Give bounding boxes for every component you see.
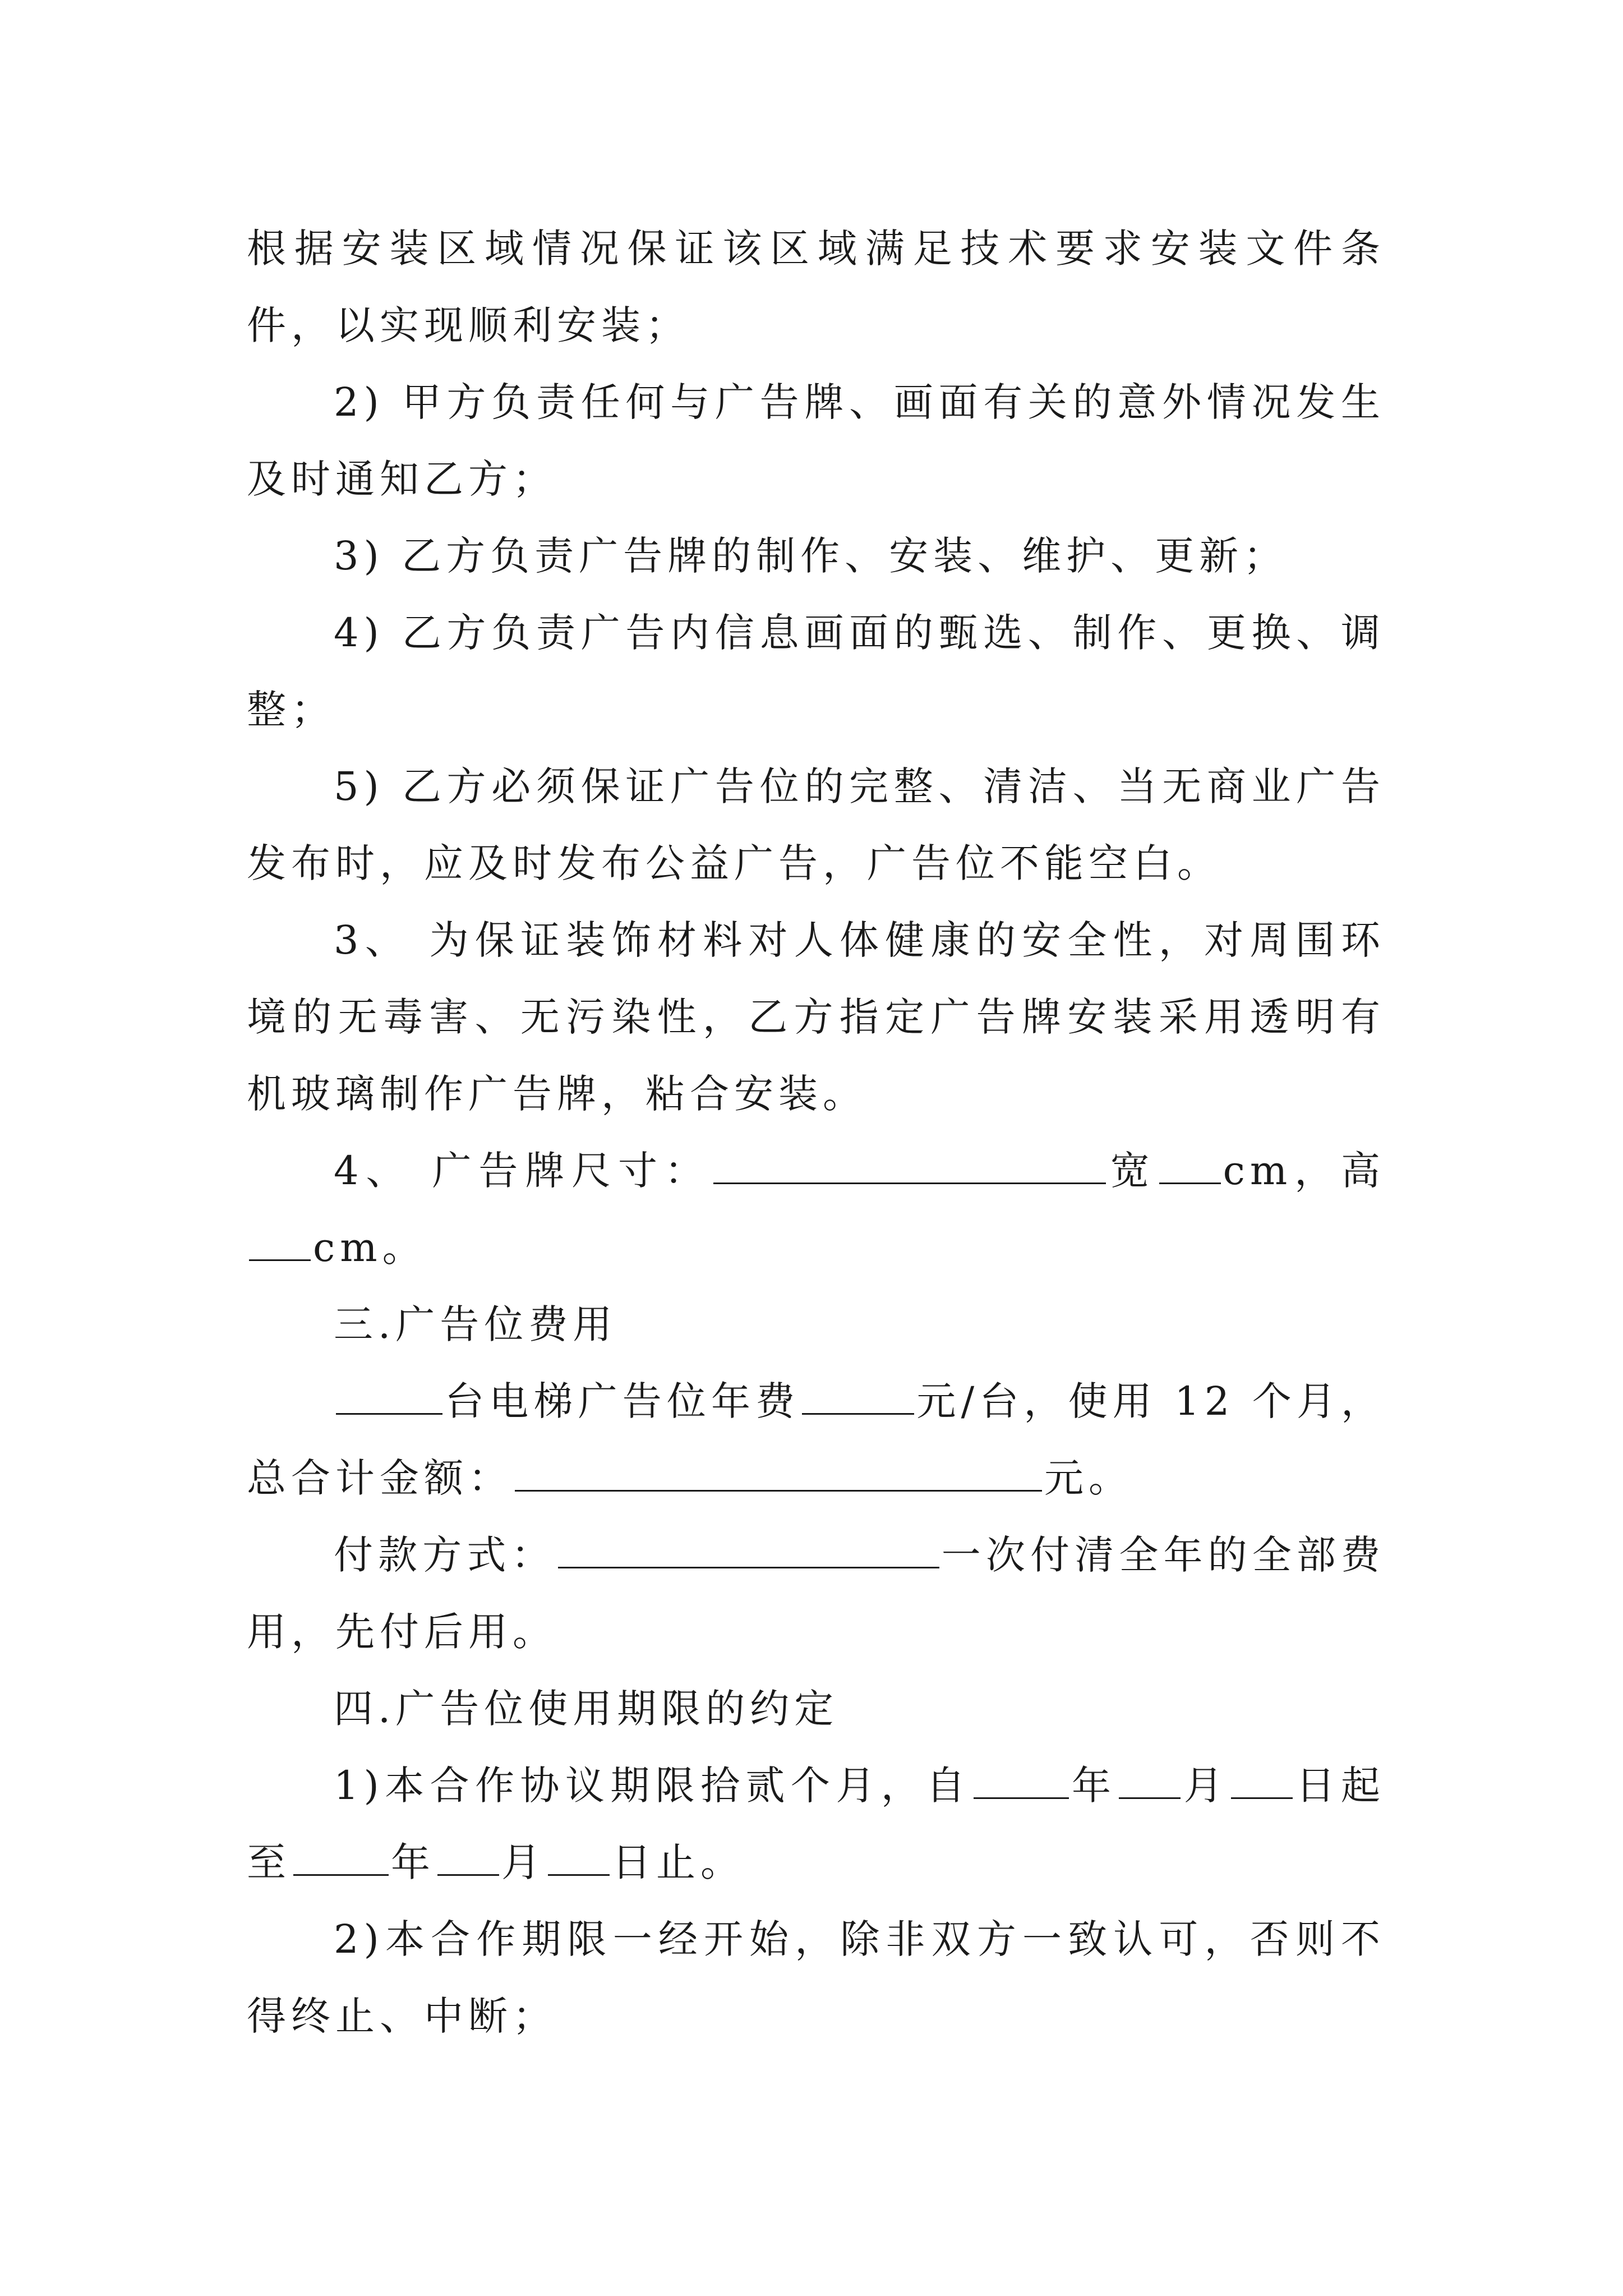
elevator-count-blank [336,1381,442,1415]
start-year-label: 年 [1071,1763,1117,1809]
start-day-blank [1231,1765,1293,1799]
width-blank [1159,1150,1221,1184]
payment-method-blank [558,1534,939,1568]
paragraph-installation-conditions: 根据安装区域情况保证该区域满足技术要求安装文件条件，以实现顺利安装； [247,226,1385,348]
total-amount-label: 元/台，使用 12 个月，总合计金额： [247,1378,1385,1501]
width-label: 宽 [1108,1148,1157,1194]
document-page [247,210,1385,2055]
height-label: cm，高 [1223,1148,1385,1194]
start-month-label: 月 [1183,1763,1229,1809]
end-day-label: 日止。 [612,1839,745,1885]
end-year-blank [293,1842,389,1876]
end-day-blank [548,1842,610,1876]
height-blank [249,1227,311,1261]
term-label: 1)本合作协议期限拾贰个月，自 [334,1763,971,1809]
total-amount-blank [515,1457,1042,1492]
total-amount-unit: 元。 [1044,1455,1133,1501]
start-year-blank [974,1765,1069,1799]
paragraph-section-3: 3、 为保证装饰材料对人体健康的安全性，对周围环境的无毒害、无污染性，乙方指定广告牌安装采用透明有机玻璃制作广告牌，粘合安装。 [247,917,1385,1117]
end-month-label: 月 [501,1839,546,1885]
paragraph-item-5: 5) 乙方必须保证广告位的完整、清洁、当无商业广告发布时，应及时发布公益广告，广告位不能空白。 [247,763,1385,886]
paragraph-term-termination: 2)本合作期限一经开始，除非双方一致认可，否则不得终止、中断； [247,1916,1385,2039]
payment-method-text: 一次付清全年的全部费用，先付后用。 [247,1532,1386,1655]
start-month-blank [1119,1765,1181,1799]
paragraph-term-dates [247,1747,1385,1901]
billboard-size-label: 4、 广告牌尺寸： [334,1148,711,1194]
payment-method-label: 付款方式： [334,1532,556,1578]
paragraph-item-3: 3) 乙方负责广告牌的制作、安装、维护、更新； [334,533,1288,579]
paragraph-annual-fee [247,1363,1385,1517]
annual-fee-blank [802,1381,914,1415]
section-heading-fees: 三.广告位费用 [334,1301,617,1347]
annual-fee-label: 台电梯广告位年费 [445,1378,800,1424]
paragraph-item-4: 4) 乙方负责广告内信息画面的甄选、制作、更换、调整； [247,610,1385,733]
paragraph-billboard-size [247,1133,1385,1286]
paragraph-payment-method [247,1517,1385,1671]
start-day-label: 日起至 [247,1763,1386,1885]
end-year-label: 年 [391,1839,435,1885]
section-heading-term: 四.广告位使用期限的约定 [334,1686,839,1732]
billboard-size-blank [713,1150,1106,1184]
paragraph-item-2: 2) 甲方负责任何与广告牌、画面有关的意外情况发生及时通知乙方； [247,379,1385,502]
end-month-blank [437,1842,499,1876]
height-unit: cm。 [313,1225,427,1271]
